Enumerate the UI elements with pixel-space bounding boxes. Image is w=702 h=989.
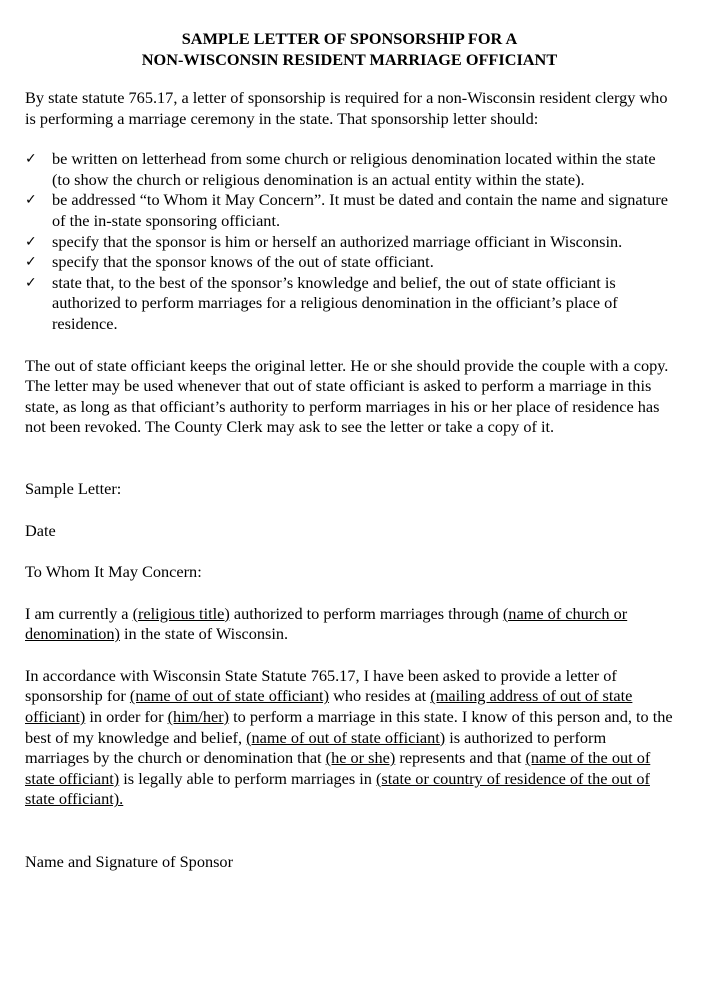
checkmark-icon: ✓ <box>25 274 37 291</box>
blank-officiant-name: (name of out of state officiant) <box>129 686 329 706</box>
sample-letter-paragraph-2 <box>25 666 674 810</box>
checklist-item-text: specify that the sponsor knows of the out of state officiant. <box>52 252 434 272</box>
date-placeholder: Date <box>25 520 56 540</box>
salutation: To Whom It May Concern: <box>25 562 202 582</box>
checklist-item-text: specify that the sponsor is him or herself an authorized marriage officiant in Wisconsin. <box>52 231 623 251</box>
text-segment: to perform a marriage in this state. I know of this person and, to the best of my knowledge and belief, <box>25 707 673 747</box>
text-segment: In accordance with Wisconsin State Statute 765.17, I have been asked to provide a letter of sponsorship for <box>25 665 617 706</box>
text-segment: is authorized to perform marriages by the church or denomination that <box>25 727 607 768</box>
checkmark-icon: ✓ <box>25 254 37 271</box>
blank-religious-title: (religious title) <box>132 603 230 623</box>
closing-paragraph: The out of state officiant keeps the original letter. He or she should provide the couple with a copy. The letter may be used whenever that out of state officiant is asked to perform a marriage in this state, as long as that officiant’s authority to perform marriages in his or her place of residence has not been revoked. The County Clerk may ask to see the letter or take a copy of it. <box>25 355 669 437</box>
blank-mailing-address: (mailing address of out of state officiant) <box>25 686 633 727</box>
checklist-item <box>25 232 674 253</box>
checklist-item-text: state that, to the best of the sponsor’s knowledge and belief, the out of state officiant is authorized to perform marriages for a religious denomination in the officiant’s place of residence. <box>52 272 618 333</box>
blank-officiant-name: (name of the out of state officiant) <box>25 748 651 788</box>
text-segment: in the state of Wisconsin. <box>119 624 289 644</box>
blank-church-name: (name of church or denomination) <box>25 603 628 644</box>
checkmark-icon: ✓ <box>25 233 37 250</box>
text-segment: is legally able to perform marriages in <box>119 768 376 788</box>
blank-pronoun: (him/her) <box>167 707 230 727</box>
title-line-1: SAMPLE LETTER OF SPONSORSHIP FOR A <box>181 29 518 48</box>
text-segment: in order for <box>85 707 168 727</box>
checkmark-icon: ✓ <box>25 192 37 209</box>
requirements-checklist <box>25 149 674 334</box>
text-segment: authorized to perform marriages through <box>229 603 503 623</box>
document-title <box>25 28 674 70</box>
blank-pronoun: (he or she) <box>325 748 396 768</box>
text-segment: I am currently a <box>25 603 133 623</box>
text-segment: who resides at <box>329 686 431 706</box>
title-line-2: NON-WISCONSIN RESIDENT MARRIAGE OFFICIANT <box>141 50 558 69</box>
blank-officiant-name: (name of out of state officiant) <box>246 727 446 747</box>
sample-letter-paragraph-1 <box>25 604 674 645</box>
signature-line: Name and Signature of Sponsor <box>25 852 233 872</box>
text-segment: represents and that <box>395 748 526 768</box>
blank-residence: (state or country of residence of the out of state officiant). <box>25 768 650 809</box>
checklist-item <box>25 252 674 273</box>
checkmark-icon: ✓ <box>25 151 37 168</box>
intro-paragraph: By state statute 765.17, a letter of sponsorship is required for a non-Wisconsin resident clergy who is performing a marriage ceremony in the state. That sponsorship letter should: <box>25 88 668 128</box>
checklist-item-text: be addressed “to Whom it May Concern”. It must be dated and contain the name and signature of the in-state sponsoring officiant. <box>52 190 668 230</box>
checklist-item <box>25 190 674 231</box>
checklist-item <box>25 273 674 335</box>
sample-letter-label: Sample Letter: <box>25 478 122 498</box>
checklist-item <box>25 149 674 190</box>
checklist-item-text: be written on letterhead from some church or religious denomination located within the state (to show the church or religious denomination is an actual entity within the state). <box>52 149 656 189</box>
